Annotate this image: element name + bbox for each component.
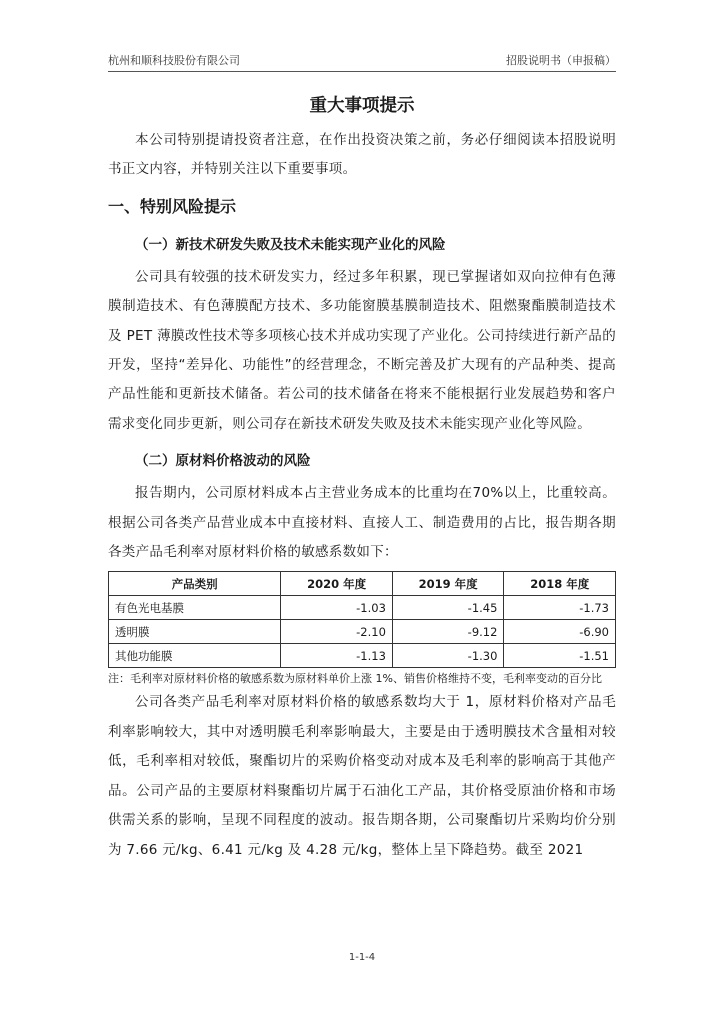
header-doc-type: 招股说明书（申报稿）: [506, 54, 616, 67]
table-cell: -1.13: [281, 644, 393, 668]
section-heading-special-risks: 一、特别风险提示: [108, 196, 237, 216]
table-note: 注：毛利率对原材料价格的敏感系数为原材料单价上涨 1%、销售价格维持不变，毛利率变动的百分比: [108, 672, 602, 686]
table-row: [109, 620, 616, 644]
table-cell: -1.51: [504, 644, 616, 668]
table-row: [109, 596, 616, 620]
page-number: 1-1-4: [348, 952, 376, 963]
page-content: [108, 92, 616, 865]
table-cell: -1.30: [392, 644, 504, 668]
table-header-cell: 2019 年度: [392, 572, 504, 596]
table-cell: -1.73: [504, 596, 616, 620]
subsection-heading-tech-risk: （一）新技术研发失败及技术未能实现产业化的风险: [135, 236, 446, 253]
table-header-cell: 产品类别: [109, 572, 281, 596]
table-header-cell: 2020 年度: [281, 572, 393, 596]
table-cell: -6.90: [504, 620, 616, 644]
material-risk-paragraph: 报告期内，公司原材料成本占主营业务成本的比重均在70%以上，比重较高。根据公司各类产品营业成本中直接材料、直接人工、制造费用的占比，报告期各期各类产品毛利率对原材料价格的敏感系数如下：: [108, 485, 616, 561]
page-header: [108, 52, 616, 72]
table-cell: 有色光电基膜: [109, 596, 281, 620]
page-title: 重大事项提示: [309, 96, 415, 116]
tech-risk-paragraph: 公司具有较强的技术研发实力，经过多年积累，现已掌握诸如双向拉伸有色薄膜制造技术、有色薄膜配方技术、多功能窗膜基膜制造技术、阻燃聚酯膜制造技术及 PET 薄膜改性技术等多项核心技术并成功实现了产业化。公司持续进行新产品的开发，坚持“差异化、功能性”的经营理念，不断完善及扩大现有的产品种类、提高产品性能和更新技术储备。若公司的技术储备在将来不能根据行业发展趋势和客户需求变化同步更新，则公司存在新技术研发失败及技术未能实现产业化等风险。: [108, 268, 616, 432]
table-cell: -1.45: [392, 596, 504, 620]
table-header-row: [109, 572, 616, 596]
table-cell: 其他功能膜: [109, 644, 281, 668]
subsection-heading-material-risk: （二）原材料价格波动的风险: [135, 453, 311, 470]
intro-paragraph: 本公司特别提请投资者注意，在作出投资决策之前，务必仔细阅读本招股说明书正文内容，并特别关注以下重要事项。: [108, 132, 616, 178]
header-company: 杭州和顺科技股份有限公司: [108, 54, 240, 67]
table-cell: -9.12: [392, 620, 504, 644]
table-row: [109, 644, 616, 668]
sensitivity-table: [108, 571, 616, 668]
table-cell: -2.10: [281, 620, 393, 644]
table-cell: 透明膜: [109, 620, 281, 644]
material-sensitivity-paragraph: 公司各类产品毛利率对原材料价格的敏感系数均大于 1，原材料价格对产品毛利率影响较大，其中对透明膜毛利率影响最大，主要是由于透明膜技术含量相对较低，毛利率相对较低，聚酯切片的采购价格变动对成本及毛利率的影响高于其他产品。公司产品的主要原材料聚酯切片属于石油化工产品，其价格受原油价格和市场供需关系的影响，呈现不同程度的波动。报告期各期，公司聚酯切片采购均价分别为 7.66 元/kg、6.41 元/kg 及 4.28 元/kg，整体上呈下降趋势。截至 2021: [108, 694, 616, 858]
table-cell: -1.03: [281, 596, 393, 620]
table-header-cell: 2018 年度: [504, 572, 616, 596]
